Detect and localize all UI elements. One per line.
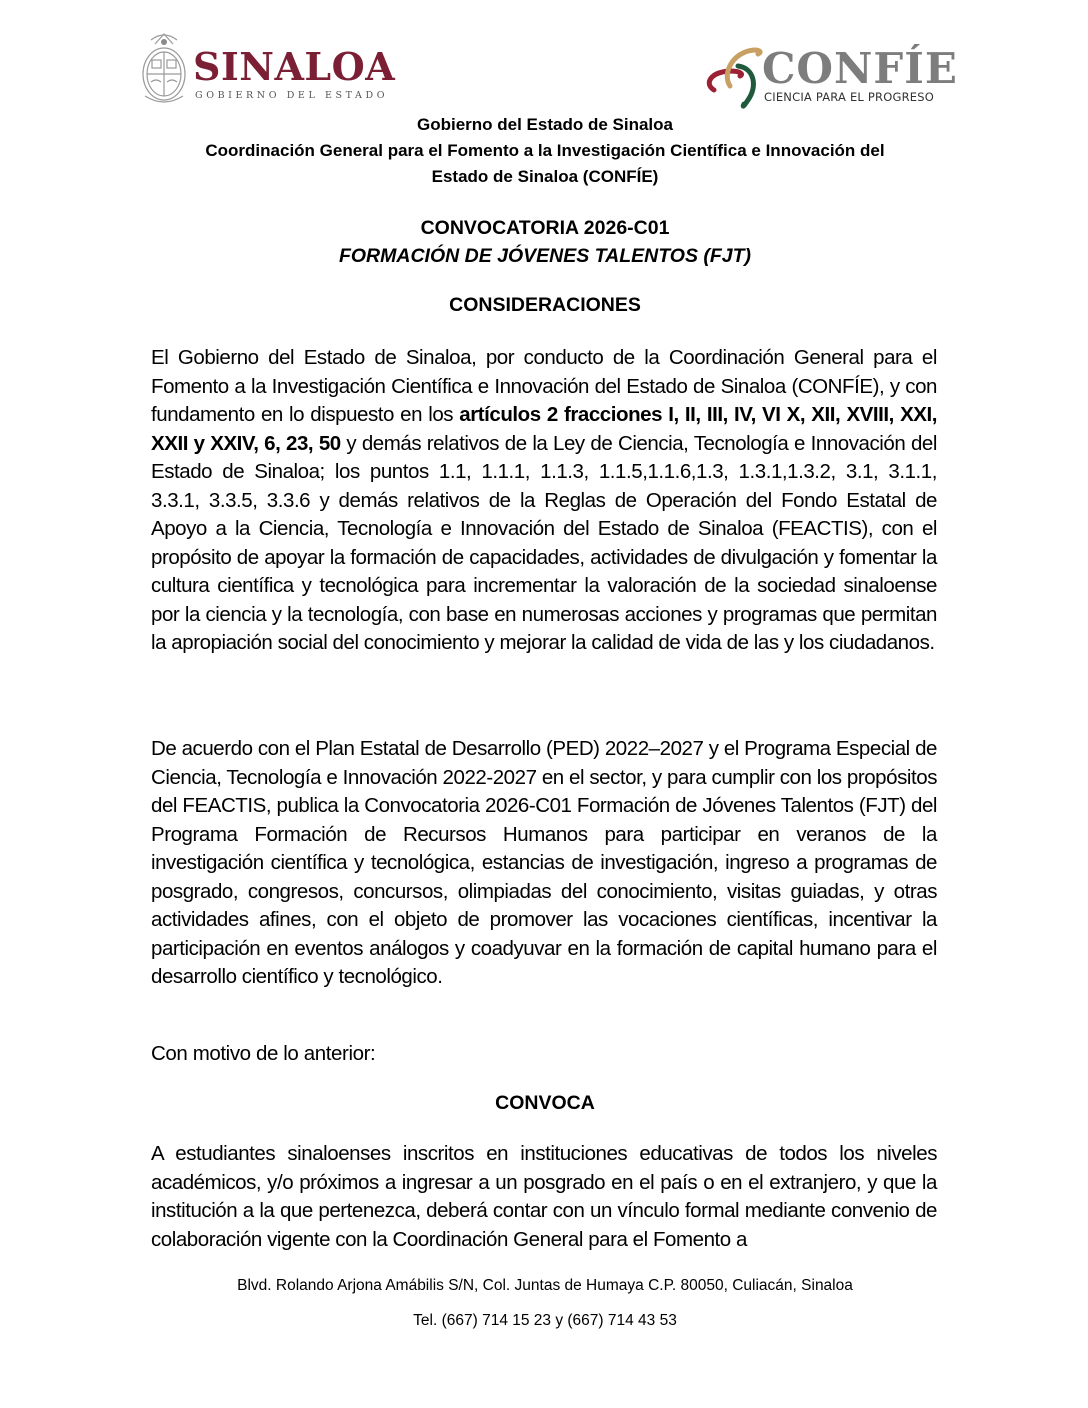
confie-logo <box>700 40 958 115</box>
call-title: CONVOCATORIA 2026-C01 <box>420 217 670 239</box>
para1-text-a: El Gobierno del Estado de Sinaloa, por conducto de la Coordinación General para el Fomento a la Investigación Científica e Innovación del Estado de Sinaloa (CONFÍE), y con fundamento en lo dispuesto en los <box>151 346 937 426</box>
sinaloa-wordmark: SINALOA <box>193 44 396 89</box>
section-heading-convoca: CONVOCA <box>495 1092 595 1114</box>
confie-rings-icon <box>700 44 770 114</box>
confie-wordmark: CONFÍE <box>762 44 958 93</box>
paragraph-consideraciones-2: De acuerdo con el Plan Estatal de Desarrollo (PED) 2022–2027 y el Programa Especial de Ciencia, Tecnología e Innovación 2022-2027 en el sector, y para cumplir con los propósitos del FEACTIS, publica la Convocatoria 2026-C01 Formación de Jóvenes Talentos (FJT) del Programa Formación de Recursos Humanos para participar en veranos de la investigación científica y tecnológica, estancias de investigación, ingreso a programas de posgrado, congresos, concursos, olimpiadas del conocimiento, visitas guiadas, y otras actividades afines, con el objeto de promover las vocaciones científicas, incentivar la participación en eventos análogos y coadyuvar en la formación de capital humano para el desarrollo científico y tecnológico. <box>151 737 937 988</box>
confie-tagline: CIENCIA PARA EL PROGRESO <box>764 90 934 104</box>
header-line-3: Estado de Sinaloa (CONFÍE) <box>431 167 659 186</box>
paragraph-consideraciones-1 <box>151 344 937 658</box>
state-seal-icon <box>137 30 191 106</box>
header-line-1: Gobierno del Estado de Sinaloa <box>417 115 673 134</box>
header-line-2: Coordinación General para el Fomento a la Investigación Científica e Innovación del <box>205 141 885 160</box>
footer-phone: Tel. (667) 714 15 23 y (667) 714 43 53 <box>413 1312 677 1329</box>
institution-header <box>140 112 950 190</box>
sinaloa-subtitle: GOBIERNO DEL ESTADO <box>195 90 389 101</box>
sinaloa-logo <box>137 30 396 110</box>
call-subtitle: FORMACIÓN DE JÓVENES TALENTOS (FJT) <box>338 245 752 267</box>
paragraph-convoca: A estudiantes sinaloenses inscritos en instituciones educativas de todos los niveles académicos, y/o próximos a ingresar a un posgrado en el país o en el extranjero, y que la institución a la que pertenezca, deberá contar con un vínculo formal mediante convenio de colaboración vigente con la Coordinación General para el Fomento a <box>151 1142 937 1251</box>
section-heading-consideraciones: CONSIDERACIONES <box>449 294 641 316</box>
footer-address: Blvd. Rolando Arjona Amábilis S/N, Col. Juntas de Humaya C.P. 80050, Culiacán, Sinaloa <box>237 1277 853 1294</box>
para1-bold-articles: artículos 2 fracciones I, II, III, IV, VI X, XII, XVIII, XXI, XXII y XXIV, 6, 23, 50 <box>151 403 938 455</box>
paragraph-transition: Con motivo de lo anterior: <box>151 1042 376 1065</box>
para1-text-b: y demás relativos de la Ley de Ciencia, Tecnología e Innovación del Estado de Sinaloa; los puntos 1.1, 1.1.1, 1.1.3, 1.1.5,1.1.6,1.3, 1.3.1,1.3.2, 3.1, 3.1.1, 3.3.1, 3.3.5, 3.3.6 y demás relativos de la Reglas de Operación del Fondo Estatal de Apoyo a la Ciencia, Tecnología e Innovación del Estado de Sinaloa (FEACTIS), con el propósito de apoyar la formación de capacidades, actividades de divulgación y fomentar la cultura científica y tecnológica para incrementar la valoración de la sociedad sinaloense por la ciencia y la tecnología, con base en numerosas acciones y programas que permitan la apropiación social del conocimiento y mejorar la calidad de vida de las y los ciudadanos. <box>151 431 937 654</box>
